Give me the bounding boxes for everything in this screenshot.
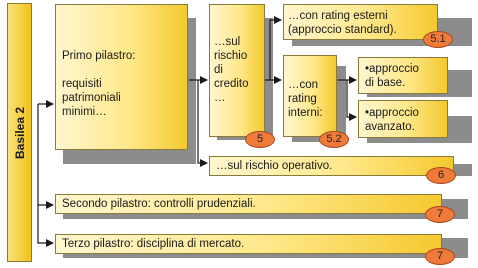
arrow-to-pillar2 xyxy=(38,104,53,205)
internal-rating-box xyxy=(283,55,337,137)
pillar3-badge: 7 xyxy=(425,248,455,265)
external-rating-badge: 5.1 xyxy=(423,31,453,48)
operational-risk-text: …sul rischio operativo. xyxy=(216,160,333,172)
credit-risk-badge: 5 xyxy=(245,131,275,148)
advanced-approach-box xyxy=(358,100,448,138)
arrow-to-advanced-approach xyxy=(347,80,356,117)
arrow-to-operational-risk xyxy=(198,80,207,163)
pillar3-box xyxy=(55,234,442,254)
credit-risk-box xyxy=(209,4,265,137)
pillar2-text: Secondo pilastro: controlli prudenziali. xyxy=(62,198,256,210)
base-approach-box xyxy=(358,57,448,94)
internal-rating-text: …con rating interni: xyxy=(288,79,323,119)
arrow-to-pillar3 xyxy=(38,205,53,243)
pillar1-text: Primo pilastro: requisiti patrimoniali minimi… xyxy=(62,50,136,118)
basilea-2-label: Basilea 2 xyxy=(12,106,27,159)
pillar1-box xyxy=(55,4,188,150)
pillar2-badge: 7 xyxy=(425,206,455,223)
external-rating-text: …con rating esterni (approccio standard). xyxy=(288,10,397,36)
credit-risk-text: …sul rischio di credito … xyxy=(214,36,249,104)
operational-risk-box xyxy=(209,156,454,176)
external-rating-box xyxy=(283,4,438,40)
operational-risk-badge: 6 xyxy=(426,167,456,184)
pillar3-text: Terzo pilastro: disciplina di mercato. xyxy=(62,238,245,250)
internal-rating-badge: 5.2 xyxy=(319,131,349,148)
pillar2-box xyxy=(55,194,442,214)
base-approach-text: •approccio di base. xyxy=(365,63,419,89)
advanced-approach-text: •approccio avanzato. xyxy=(365,107,419,133)
arrow-to-external-rating xyxy=(264,20,281,80)
basilea-2-bar xyxy=(7,3,32,262)
